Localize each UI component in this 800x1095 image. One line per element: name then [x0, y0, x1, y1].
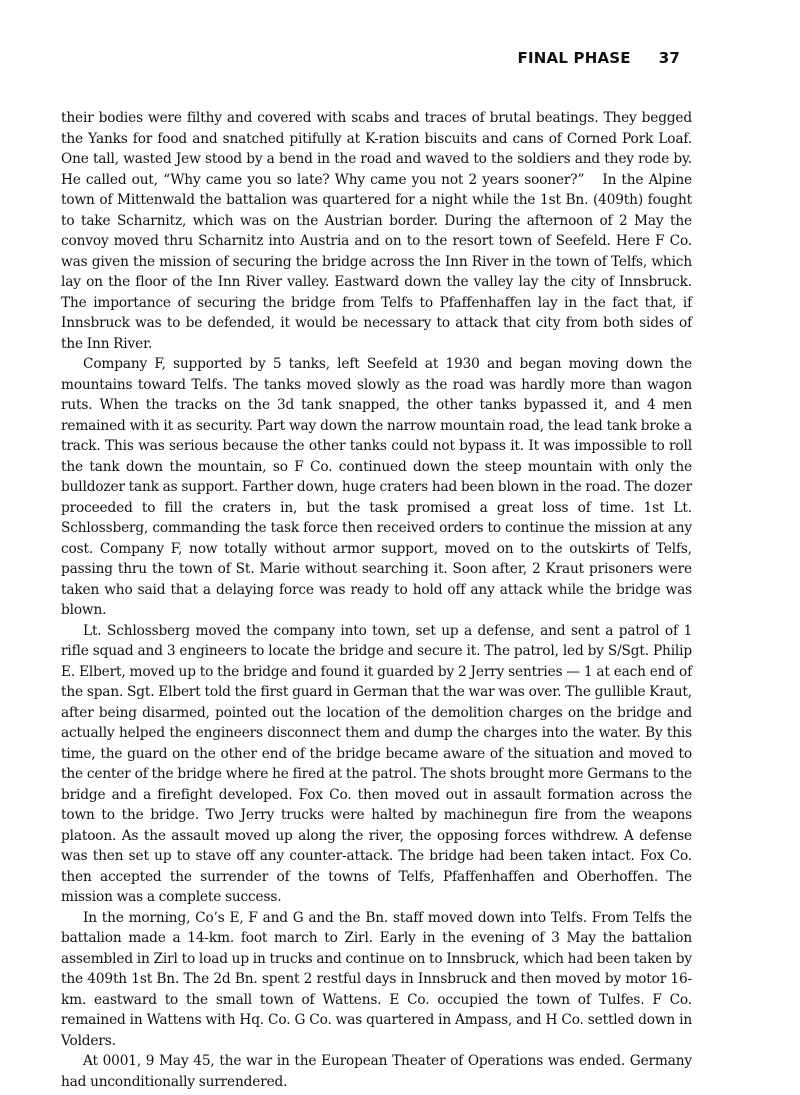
paragraph-3: Lt. Schlossberg moved the company into town, set up a defense, and sent a patrol of 1 rifle squad and 3 engineers to locate the bridge and secure it. The patrol, led by S/Sgt. Philip E. Elbert, moved up to the bridge and found it guarded by 2 Jerry sentries — 1 at each end of the span. Sgt. Elbert told the first guard in German that the war was over. The gullible Kraut, after being disarmed, pointed out the location of the demolition charges on the bridge and actually helped the engineers disconnect them and dump the charges into the water. By this time, the guard on the other end of the bridge became aware of the situation and moved to the center of the bridge where he fired at the patrol. The shots brought more Germans to the bridge and a firefight developed. Fox Co. then moved out in assault formation across the town to the bridge. Two Jerry trucks were halted by machinegun fire from the weapons platoon. As the assault moved up along the river, the opposing forces withdrew. A defense was then set up to stave off any counter-attack. The bridge had been taken intact. Fox Co. then accepted the surrender of the towns of Telfs, Pfaffenhaffen and Oberhoffen. The mission was a complete success. [61, 622, 692, 905]
paragraph-1-part-1: their bodies were filthy and covered with scabs and traces of brutal beatings. They begged the Yanks for food and snatched pitifully at K-ration biscuits and cans of Corned Pork Loaf. One tall, wasted Jew stood by a bend in the road and waved to the soldiers and they rode by. He called out, “Why came you so late? Why came you not 2 years sooner?” [61, 110, 692, 188]
paragraph-5: At 0001, 9 May 45, the war in the European Theater of Operations was ended. Germany had unconditionally surrendered. [61, 1053, 692, 1090]
paragraph-1-part-2: In the Alpine town of Mittenwald the battalion was quartered for a night while the 1st Bn. (409th) fought to take Scharnitz, which was on the Austrian border. During the afternoon of 2 May the convoy moved thru Scharnitz into Austria and on to the resort town of Seefeld. Here F Co. was given the mission of securing the bridge across the Inn River in the town of Telfs, which lay on the floor of the Inn River valley. Eastward down the valley lay the city of Innsbruck. The importance of securing the bridge from Telfs to Pfaffenhaffen lay in the fact that, if Innsbruck was to be defended, it would be necessary to attack that city from both sides of the Inn River. [61, 171, 692, 352]
page-number: 37 [658, 49, 680, 67]
paragraph-1 [61, 108, 692, 354]
running-head [518, 49, 680, 67]
running-title: FINAL PHASE [517, 49, 631, 67]
paragraph-2: Company F, supported by 5 tanks, left Seefeld at 1930 and began moving down the mountains toward Telfs. The tanks moved slowly as the road was hardly more than wagon ruts. When the tracks on the 3d tank snapped, the other tanks bypassed it, and 4 men remained with it as security. Part way down the narrow mountain road, the lead tank broke a track. This was serious because the other tanks could not bypass it. It was impossible to roll the tank down the mountain, so F Co. continued down the steep mountain with only the bulldozer tank as support. Farther down, huge craters had been blown in the road. The dozer proceeded to fill the craters in, but the task promised a great loss of time. 1st Lt. Schlossberg, commanding the task force then received orders to continue the mission at any cost. Company F, now totally without armor support, moved on to the outskirts of Telfs, passing thru the town of St. Marie without searching it. Soon after, 2 Kraut prisoners were taken who said that a delaying force was ready to hold off any attack while the bridge was blown. [61, 356, 692, 618]
paragraph-4: In the morning, Co’s E, F and G and the Bn. staff moved down into Telfs. From Telfs the battalion made a 14-km. foot march to Zirl. Early in the evening of 3 May the battalion assembled in Zirl to load up in trucks and continue on to Innsbruck, which had been taken by the 409th 1st Bn. The 2d Bn. spent 2 restful days in Innsbruck and then moved by motor 16-km. eastward to the small town of Wattens. E Co. occupied the town of Tulfes. F Co. remained in Wattens with Hq. Co. G Co. was quartered in Ampass, and H Co. settled down in Volders. [61, 909, 692, 1049]
body-text [61, 108, 692, 1092]
